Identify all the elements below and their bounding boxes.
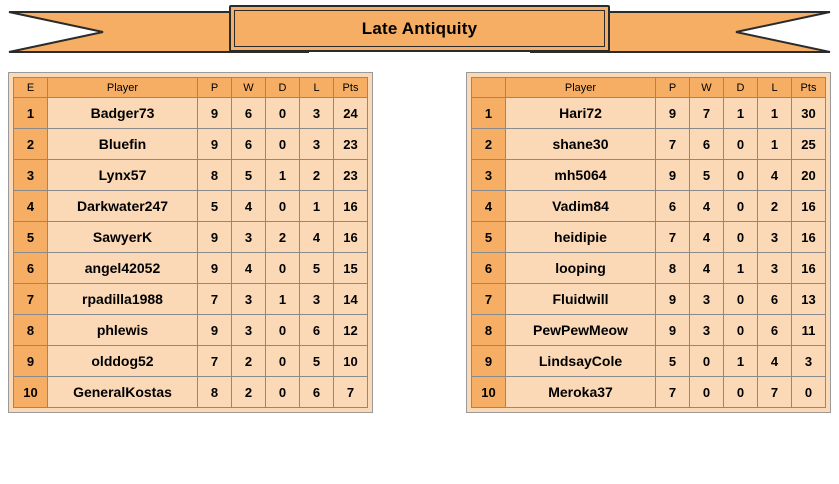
row-lost: 1 (300, 191, 334, 222)
row-won: 0 (690, 377, 724, 408)
row-player[interactable]: Badger73 (48, 98, 198, 129)
row-rank: 8 (14, 315, 48, 346)
row-lost: 7 (758, 377, 792, 408)
row-rank: 3 (472, 160, 506, 191)
row-points: 23 (334, 129, 368, 160)
right-table-header (472, 78, 826, 98)
column-header-points[interactable]: Pts (792, 78, 826, 98)
row-played: 9 (656, 98, 690, 129)
table-row (14, 253, 368, 284)
row-won: 2 (232, 377, 266, 408)
row-drawn: 0 (266, 377, 300, 408)
row-played: 6 (656, 191, 690, 222)
row-drawn: 1 (724, 346, 758, 377)
row-player[interactable]: mh5064 (506, 160, 656, 191)
row-drawn: 0 (266, 346, 300, 377)
row-drawn: 2 (266, 222, 300, 253)
left-standings-table (13, 77, 368, 408)
row-won: 6 (690, 129, 724, 160)
row-player[interactable]: SawyerK (48, 222, 198, 253)
row-played: 7 (656, 222, 690, 253)
column-header-drawn[interactable]: D (266, 78, 300, 98)
row-played: 9 (198, 98, 232, 129)
row-drawn: 1 (266, 284, 300, 315)
row-drawn: 1 (724, 98, 758, 129)
column-header-played[interactable]: P (656, 78, 690, 98)
left-table-body (14, 98, 368, 408)
table-row (472, 129, 826, 160)
column-header-won[interactable]: W (232, 78, 266, 98)
row-rank: 7 (14, 284, 48, 315)
table-row (472, 346, 826, 377)
row-player[interactable]: shane30 (506, 129, 656, 160)
row-player[interactable]: PewPewMeow (506, 315, 656, 346)
page-title: Late Antiquity (361, 18, 478, 38)
column-header-drawn[interactable]: D (724, 78, 758, 98)
row-points: 13 (792, 284, 826, 315)
row-player[interactable]: Vadim84 (506, 191, 656, 222)
right-standings-table (471, 77, 826, 408)
table-row (14, 284, 368, 315)
row-player[interactable]: angel42052 (48, 253, 198, 284)
row-won: 3 (690, 315, 724, 346)
standings-container (0, 72, 839, 413)
row-lost: 5 (300, 253, 334, 284)
left-table-header (14, 78, 368, 98)
row-lost: 3 (758, 222, 792, 253)
row-rank: 6 (14, 253, 48, 284)
table-row (14, 191, 368, 222)
row-points: 25 (792, 129, 826, 160)
row-won: 4 (690, 253, 724, 284)
column-header-player[interactable]: Player (506, 78, 656, 98)
row-drawn: 1 (266, 160, 300, 191)
table-row (472, 315, 826, 346)
row-rank: 4 (14, 191, 48, 222)
row-won: 3 (232, 222, 266, 253)
row-lost: 3 (758, 253, 792, 284)
right-table-body (472, 98, 826, 408)
row-drawn: 0 (266, 191, 300, 222)
row-rank: 1 (472, 98, 506, 129)
row-lost: 3 (300, 284, 334, 315)
row-rank: 2 (472, 129, 506, 160)
row-lost: 5 (300, 346, 334, 377)
row-played: 5 (656, 346, 690, 377)
column-header-group[interactable] (472, 78, 506, 98)
row-lost: 3 (300, 98, 334, 129)
row-played: 7 (656, 129, 690, 160)
row-drawn: 0 (724, 284, 758, 315)
row-won: 2 (232, 346, 266, 377)
row-rank: 10 (14, 377, 48, 408)
row-player[interactable]: olddog52 (48, 346, 198, 377)
row-played: 7 (656, 377, 690, 408)
table-row (14, 377, 368, 408)
row-player[interactable]: rpadilla1988 (48, 284, 198, 315)
row-player[interactable]: heidipie (506, 222, 656, 253)
row-lost: 4 (758, 160, 792, 191)
row-points: 3 (792, 346, 826, 377)
row-rank: 8 (472, 315, 506, 346)
column-header-group[interactable]: E (14, 78, 48, 98)
row-player[interactable]: Meroka37 (506, 377, 656, 408)
row-won: 6 (232, 98, 266, 129)
column-header-lost[interactable]: L (758, 78, 792, 98)
row-lost: 2 (300, 160, 334, 191)
row-played: 7 (198, 346, 232, 377)
row-rank: 9 (14, 346, 48, 377)
row-drawn: 0 (724, 315, 758, 346)
row-rank: 7 (472, 284, 506, 315)
table-row (14, 129, 368, 160)
row-won: 5 (232, 160, 266, 191)
row-drawn: 0 (266, 98, 300, 129)
table-row (14, 98, 368, 129)
row-drawn: 0 (724, 222, 758, 253)
row-played: 8 (656, 253, 690, 284)
row-points: 12 (334, 315, 368, 346)
row-lost: 1 (758, 98, 792, 129)
row-won: 6 (232, 129, 266, 160)
row-points: 16 (334, 191, 368, 222)
row-drawn: 0 (724, 377, 758, 408)
row-rank: 4 (472, 191, 506, 222)
row-player[interactable]: GeneralKostas (48, 377, 198, 408)
row-played: 8 (198, 160, 232, 191)
row-points: 16 (792, 253, 826, 284)
row-won: 7 (690, 98, 724, 129)
row-lost: 2 (758, 191, 792, 222)
row-lost: 6 (758, 284, 792, 315)
column-header-played[interactable]: P (198, 78, 232, 98)
row-rank: 10 (472, 377, 506, 408)
row-played: 9 (198, 129, 232, 160)
row-points: 10 (334, 346, 368, 377)
row-lost: 4 (758, 346, 792, 377)
row-won: 0 (690, 346, 724, 377)
row-played: 9 (656, 284, 690, 315)
row-points: 11 (792, 315, 826, 346)
banner (0, 0, 839, 72)
row-rank: 5 (472, 222, 506, 253)
row-won: 3 (232, 315, 266, 346)
row-lost: 4 (300, 222, 334, 253)
row-player[interactable]: LindsayCole (506, 346, 656, 377)
row-points: 14 (334, 284, 368, 315)
row-won: 3 (232, 284, 266, 315)
row-drawn: 0 (724, 160, 758, 191)
column-header-won[interactable]: W (690, 78, 724, 98)
row-drawn: 0 (724, 191, 758, 222)
table-row (472, 222, 826, 253)
row-played: 9 (198, 315, 232, 346)
row-drawn: 0 (266, 315, 300, 346)
row-lost: 6 (300, 377, 334, 408)
table-row (14, 222, 368, 253)
row-drawn: 0 (266, 129, 300, 160)
column-header-player[interactable]: Player (48, 78, 198, 98)
row-rank: 1 (14, 98, 48, 129)
row-points: 30 (792, 98, 826, 129)
row-lost: 6 (758, 315, 792, 346)
table-row (14, 346, 368, 377)
row-points: 24 (334, 98, 368, 129)
row-rank: 3 (14, 160, 48, 191)
row-played: 9 (656, 315, 690, 346)
row-won: 4 (232, 191, 266, 222)
row-points: 23 (334, 160, 368, 191)
row-points: 16 (792, 191, 826, 222)
row-played: 9 (198, 222, 232, 253)
row-points: 16 (792, 222, 826, 253)
row-points: 20 (792, 160, 826, 191)
row-won: 4 (690, 222, 724, 253)
column-header-points[interactable]: Pts (334, 78, 368, 98)
row-points: 16 (334, 222, 368, 253)
table-row (472, 98, 826, 129)
row-player[interactable]: phlewis (48, 315, 198, 346)
row-player[interactable]: looping (506, 253, 656, 284)
row-played: 9 (198, 253, 232, 284)
row-points: 7 (334, 377, 368, 408)
row-drawn: 1 (724, 253, 758, 284)
row-lost: 6 (300, 315, 334, 346)
table-row (472, 191, 826, 222)
row-rank: 6 (472, 253, 506, 284)
right-standings-card (466, 72, 831, 413)
row-won: 4 (690, 191, 724, 222)
row-lost: 3 (300, 129, 334, 160)
row-drawn: 0 (724, 129, 758, 160)
row-played: 9 (656, 160, 690, 191)
table-row (472, 377, 826, 408)
row-rank: 5 (14, 222, 48, 253)
row-player[interactable]: Fluidwill (506, 284, 656, 315)
row-played: 8 (198, 377, 232, 408)
column-header-lost[interactable]: L (300, 78, 334, 98)
row-lost: 1 (758, 129, 792, 160)
banner-title-box (229, 5, 610, 52)
row-rank: 9 (472, 346, 506, 377)
row-player[interactable]: Bluefin (48, 129, 198, 160)
row-rank: 2 (14, 129, 48, 160)
table-header-row (14, 78, 368, 98)
table-row (472, 284, 826, 315)
table-header-row (472, 78, 826, 98)
row-points: 0 (792, 377, 826, 408)
row-won: 3 (690, 284, 724, 315)
table-row (472, 160, 826, 191)
row-points: 15 (334, 253, 368, 284)
row-played: 7 (198, 284, 232, 315)
row-player[interactable]: Darkwater247 (48, 191, 198, 222)
row-won: 5 (690, 160, 724, 191)
left-standings-card (8, 72, 373, 413)
row-player[interactable]: Hari72 (506, 98, 656, 129)
row-drawn: 0 (266, 253, 300, 284)
table-row (472, 253, 826, 284)
table-row (14, 315, 368, 346)
table-row (14, 160, 368, 191)
row-won: 4 (232, 253, 266, 284)
row-played: 5 (198, 191, 232, 222)
row-player[interactable]: Lynx57 (48, 160, 198, 191)
